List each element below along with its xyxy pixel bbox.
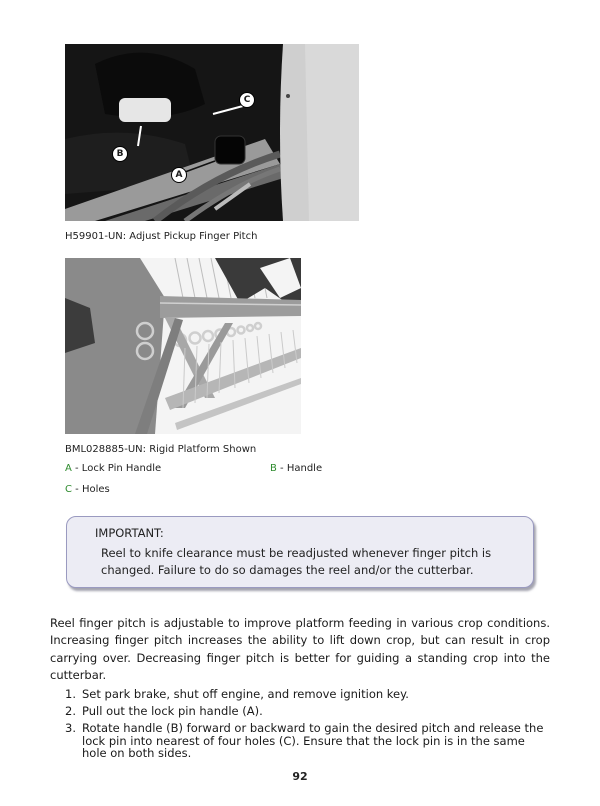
legend-text: - Holes [71,484,110,495]
figure-photo-adjust-pickup-finger-pitch [65,44,359,221]
legend-item-a [65,463,161,474]
legend-letter: A [65,463,72,474]
step-item [65,722,555,762]
body-paragraph: Reel finger pitch is adjustable to improve platform feeding in various crop conditions. Increasing finger pitch increases the ability to lift down crop, but can result in crop carrying over. Decreasing finger pitch is better for guiding a standing crop into the cutterbar. [50,616,550,683]
legend-letter: B [270,463,277,474]
step-text: Rotate handle (B) forward or backward to gain the desired pitch and release the lock pin into nearest of four holes (C). Ensure that the lock pin is in the same hole on both sides. [82,721,544,760]
page-number: 92 [292,770,308,783]
legend-item-b [270,463,322,474]
step-number: 2. [65,704,76,718]
figure-render-rigid-platform [65,258,301,434]
photo-illustration [65,44,359,221]
legend-letter: C [65,484,72,495]
callout-a: A [171,167,187,183]
figure-caption-1: H59901-UN: Adjust Pickup Finger Pitch [65,231,258,242]
step-number: 1. [65,687,76,701]
step-number: 3. [65,721,76,735]
callout-b: B [112,146,128,162]
figure-caption-2: BML028885-UN: Rigid Platform Shown [65,444,257,455]
legend-text: - Lock Pin Handle [71,463,162,474]
callout-c: C [239,92,255,108]
legend-item-c [65,484,110,495]
step-text: Pull out the lock pin handle (A). [82,704,263,718]
important-text: Reel to knife clearance must be readjusted whenever finger pitch is changed. Failure to do so damages the reel and/or the cutterbar. [101,546,492,577]
legend-text: - Handle [276,463,323,474]
render-illustration [65,258,301,434]
step-item [65,688,555,702]
step-text: Set park brake, shut off engine, and remove ignition key. [82,687,409,701]
important-title: IMPORTANT: [95,526,164,540]
step-item [65,705,555,719]
